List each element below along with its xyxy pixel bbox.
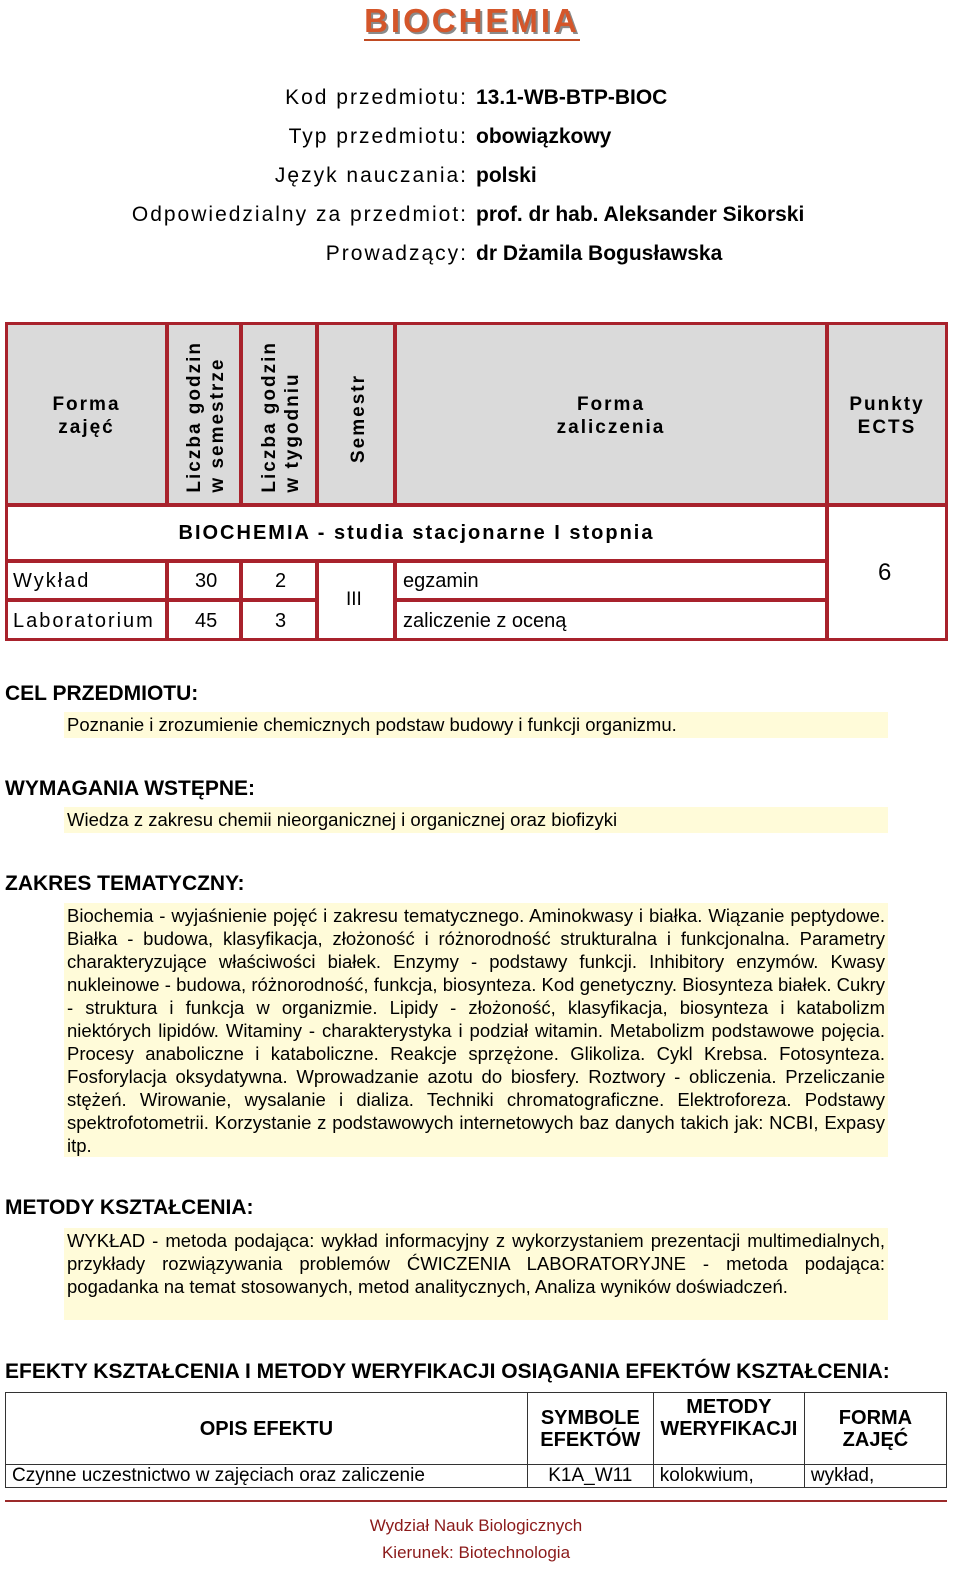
- meta-label: Typ przedmiotu:: [288, 125, 468, 148]
- section-heading-cel: CEL PRZEDMIOTU:: [5, 682, 199, 705]
- meta-row-odpowiedzialny: [0, 203, 960, 233]
- header-semestr: [316, 322, 396, 506]
- section-heading-metody: METODY KSZTAŁCENIA:: [5, 1196, 254, 1219]
- section-cel-text: Poznanie i zrozumienie chemicznych podstaw budowy i funkcji organizmu.: [64, 712, 888, 738]
- section-heading-efekty: EFEKTY KSZTAŁCENIA I METODY WERYFIKACJI OSIĄGANIA EFEKTÓW KSZTAŁCENIA:: [5, 1360, 890, 1383]
- meta-label: Prowadzący:: [325, 242, 468, 265]
- section-metody-text: WYKŁAD - metoda podająca: wykład informacyjny z wykorzystaniem prezentacji multimedialnych, przykłady rozwiązywania problemów ĆWICZENIA LABORATORYJNE - metoda podająca: pogadanka na temat stosowanych, metod analitycznych, Analiza wyników doświadczeń.: [64, 1228, 888, 1320]
- table-cell: kolokwium,: [653, 1465, 804, 1488]
- row-wyklad-godz-tyg: [240, 560, 318, 601]
- page-title: BIOCHEMIA: [364, 2, 580, 39]
- meta-value: dr Dżamila Bogusławska: [476, 242, 723, 265]
- header-ects: [826, 322, 948, 506]
- section-heading-zakres: ZAKRES TEMATYCZNY:: [5, 872, 245, 895]
- semestr-cell: [316, 560, 396, 641]
- row-lab-forma: [5, 599, 168, 641]
- meta-row-jezyk: [0, 164, 960, 194]
- header-text: zajęć: [58, 417, 115, 438]
- table-cell: K1A_W11: [527, 1465, 653, 1488]
- column-header: SYMBOLE EFEKTÓW: [527, 1393, 653, 1465]
- meta-row-kod: [0, 86, 960, 116]
- row-lab-zaliczenie: [394, 599, 828, 641]
- table-cell: Wykład: [13, 570, 91, 592]
- header-text: Forma: [52, 394, 121, 415]
- meta-label: Odpowiedzialny za przedmiot:: [131, 203, 468, 226]
- header-godziny-tydzien: [240, 322, 318, 506]
- table-cell: 30: [195, 570, 218, 592]
- meta-value: polski: [476, 164, 537, 187]
- column-header: [653, 1393, 804, 1465]
- header-text: Punkty: [849, 394, 925, 415]
- header-text: w tygodniu: [282, 372, 303, 493]
- section-heading-wymagania: WYMAGANIA WSTĘPNE:: [5, 777, 256, 800]
- header-godziny-semestr: [166, 322, 242, 506]
- section-zakres-text: Biochemia - wyjaśnienie pojęć i zakresu tematycznego. Aminokwasy i białka. Wiązanie peptydowe. Białka - budowa, klasyfikacja, złożoność i różnorodność strukturalna i funkcjonalna. Parametry charakteryzujące właściwości białek. Enzymy - podstawy funkcji. Inhibitory enzymów. Kwasy nukleinowe - budowa, różnorodność, funkcja, biosynteza. Kod genetyczny. Biosynteza białek. Cukry - struktura i funkcja w organizmie. Lipidy - złożoność, klasyfikacja, biosynteza i katabolizm niektórych lipidów. Witaminy - charakterystyka i podział witamin. Metabolizm podstawowe pojęcia. Procesy anaboliczne i kataboliczne. Reakcje sprzężone. Glikoliza. Cykl Krebsa. Fotosynteza. Fosforylacja oksydatywna. Wprowadzanie azotu do biosfery. Roztwory - obliczenia. Przeliczanie stężeń. Wirowanie, wysalanie i dializa. Techniki chromatograficzne. Elektroforeza. Podstawy spektrofotometrii. Korzystanie z podstawowych internetowych baz danych takich jak: NCBI, Expasy itp.: [64, 903, 888, 1157]
- section-wymagania-text: Wiedza z zakresu chemii nieorganicznej i organicznej oraz biofizyki: [64, 807, 888, 833]
- row-wyklad-forma: [5, 560, 168, 601]
- meta-row-prowadzacy: [0, 242, 960, 272]
- column-header: OPIS EFEKTU: [6, 1393, 528, 1465]
- footer-divider: [5, 1500, 947, 1502]
- table-cell: wykład,: [804, 1465, 946, 1488]
- table-cell: 45: [195, 610, 218, 632]
- table-header-row: [6, 1393, 947, 1465]
- footer-faculty: Wydział Nauk Biologicznych: [369, 1516, 583, 1535]
- meta-row-typ: [0, 125, 960, 155]
- header-forma-zajec: [5, 322, 168, 506]
- table-cell: Laboratorium: [13, 610, 155, 632]
- table-cell: egzamin: [403, 570, 479, 592]
- row-lab-godz-tyg: [240, 599, 318, 641]
- column-header: FORMA ZAJĘĆ: [804, 1393, 946, 1465]
- table-cell: 3: [275, 610, 287, 632]
- table-cell: zaliczenie z oceną: [403, 610, 567, 632]
- header-forma-zaliczenia: [394, 322, 828, 506]
- efekty-table: [5, 1392, 947, 1488]
- row-wyklad-godz-sem: [166, 560, 242, 601]
- footer-program: Kierunek: Biotechnologia: [381, 1543, 571, 1562]
- header-text: Liczba godzin: [259, 341, 280, 493]
- table-row: [6, 1465, 947, 1488]
- row-lab-godz-sem: [166, 599, 242, 641]
- column-header-text: METODY WERYFIKACJI: [660, 1395, 798, 1440]
- meta-value: 13.1-WB-BTP-BIOC: [476, 86, 668, 109]
- row-wyklad-zaliczenie: [394, 560, 828, 601]
- semestr-value: III: [346, 589, 362, 610]
- ects-cell: [826, 504, 948, 641]
- header-text: zaliczenia: [556, 417, 666, 438]
- ects-value: 6: [878, 559, 892, 586]
- study-title-row: [5, 504, 828, 562]
- header-text: Forma: [576, 394, 646, 415]
- header-text: Liczba godzin: [184, 341, 205, 493]
- table-cell: Czynne uczestnictwo w zajęciach oraz zaliczenie: [6, 1465, 528, 1488]
- meta-value: prof. dr hab. Aleksander Sikorski: [476, 203, 805, 226]
- meta-label: Język nauczania:: [274, 164, 468, 187]
- study-title: BIOCHEMIA - studia stacjonarne I stopnia: [178, 522, 655, 544]
- meta-value: obowiązkowy: [476, 125, 612, 148]
- header-text: w semestrze: [207, 357, 228, 493]
- meta-label: Kod przedmiotu:: [285, 86, 468, 109]
- header-text: ECTS: [857, 417, 917, 438]
- header-text: Semestr: [348, 374, 369, 463]
- table-cell: 2: [275, 570, 287, 592]
